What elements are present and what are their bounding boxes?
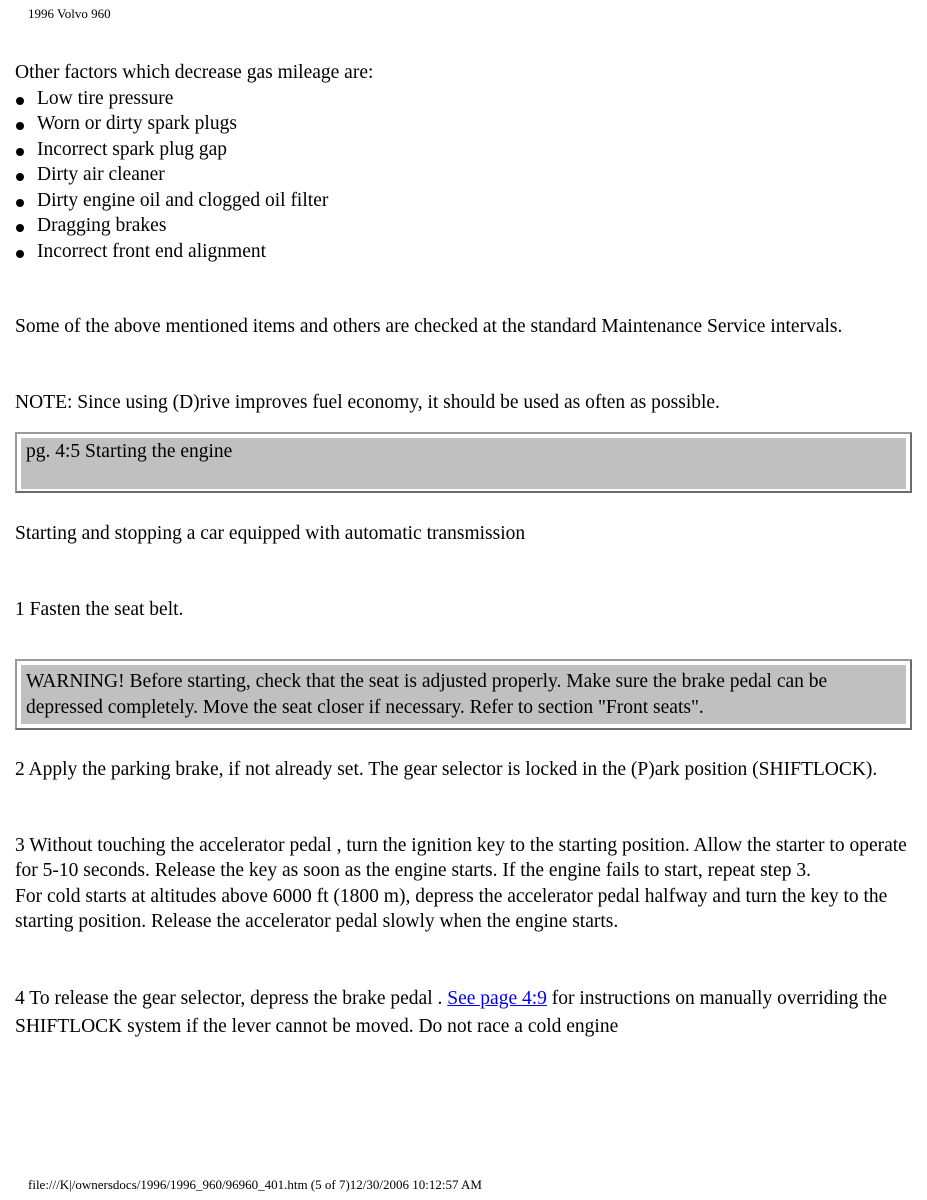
factors-list [15, 86, 912, 265]
bullet-icon [16, 148, 24, 156]
list-item: Dirty engine oil and clogged oil filter [15, 188, 912, 214]
warning-box [15, 659, 912, 730]
page-footer: file:///K|/ownersdocs/1996/1996_960/96960_401.htm (5 of 7)12/30/2006 10:12:57 AM [28, 1177, 482, 1192]
list-item: Low tire pressure [15, 86, 912, 112]
see-page-link[interactable]: See page 4:9 [447, 987, 547, 1009]
list-item: Worn or dirty spark plugs [15, 111, 912, 137]
factors-intro: Other factors which decrease gas mileage are: [15, 62, 374, 83]
bullet-icon [16, 224, 24, 232]
bullet-icon [16, 250, 24, 258]
step-3: 3 Without touching the accelerator pedal , turn the ignition key to the starting position. Allow the starter to operate for 5-10 seconds. Release the key as soon as the engine starts. If the engine fails to start, repeat step 3. [15, 834, 907, 881]
document-body [15, 60, 912, 1041]
step-4: 4 To release the gear selector, depress the brake pedal . See page 4:9 for instructions on manually overriding the SHIFTLOCK system if the lever cannot be moved. Do not race a cold engine [15, 987, 888, 1037]
section-intro: Starting and stopping a car equipped with automatic transmission [15, 523, 526, 544]
step-1: 1 Fasten the seat belt. [15, 598, 184, 620]
bullet-icon [16, 173, 24, 181]
bullet-icon [16, 97, 24, 105]
list-item: Incorrect spark plug gap [15, 137, 912, 163]
step-3-cold-start: For cold starts at altitudes above 6000 ft (1800 m), depress the accelerator pedal halfway and turn the key to the starting position. Release the accelerator pedal slowly when the engine starts. [15, 885, 888, 932]
maintenance-paragraph: Some of the above mentioned items and others are checked at the standard Maintenance Service intervals. [15, 316, 843, 337]
list-item: Dirty air cleaner [15, 162, 912, 188]
warning-text: WARNING! Before starting, check that the seat is adjusted properly. Make sure the brake pedal can be depressed completely. Move the seat closer if necessary. Refer to section "Front seats". [20, 664, 907, 725]
list-item: Dragging brakes [15, 213, 912, 239]
note-paragraph: NOTE: Since using (D)rive improves fuel economy, it should be used as often as possible. [15, 391, 720, 413]
section-heading: pg. 4:5 Starting the engine [20, 437, 907, 490]
bullet-icon [16, 122, 24, 130]
section-heading-box [15, 432, 912, 493]
page-header: 1996 Volvo 960 [28, 6, 111, 21]
list-item: Incorrect front end alignment [15, 239, 912, 265]
step-2: 2 Apply the parking brake, if not already set. The gear selector is locked in the (P)ark position (SHIFTLOCK). [15, 759, 878, 780]
bullet-icon [16, 199, 24, 207]
